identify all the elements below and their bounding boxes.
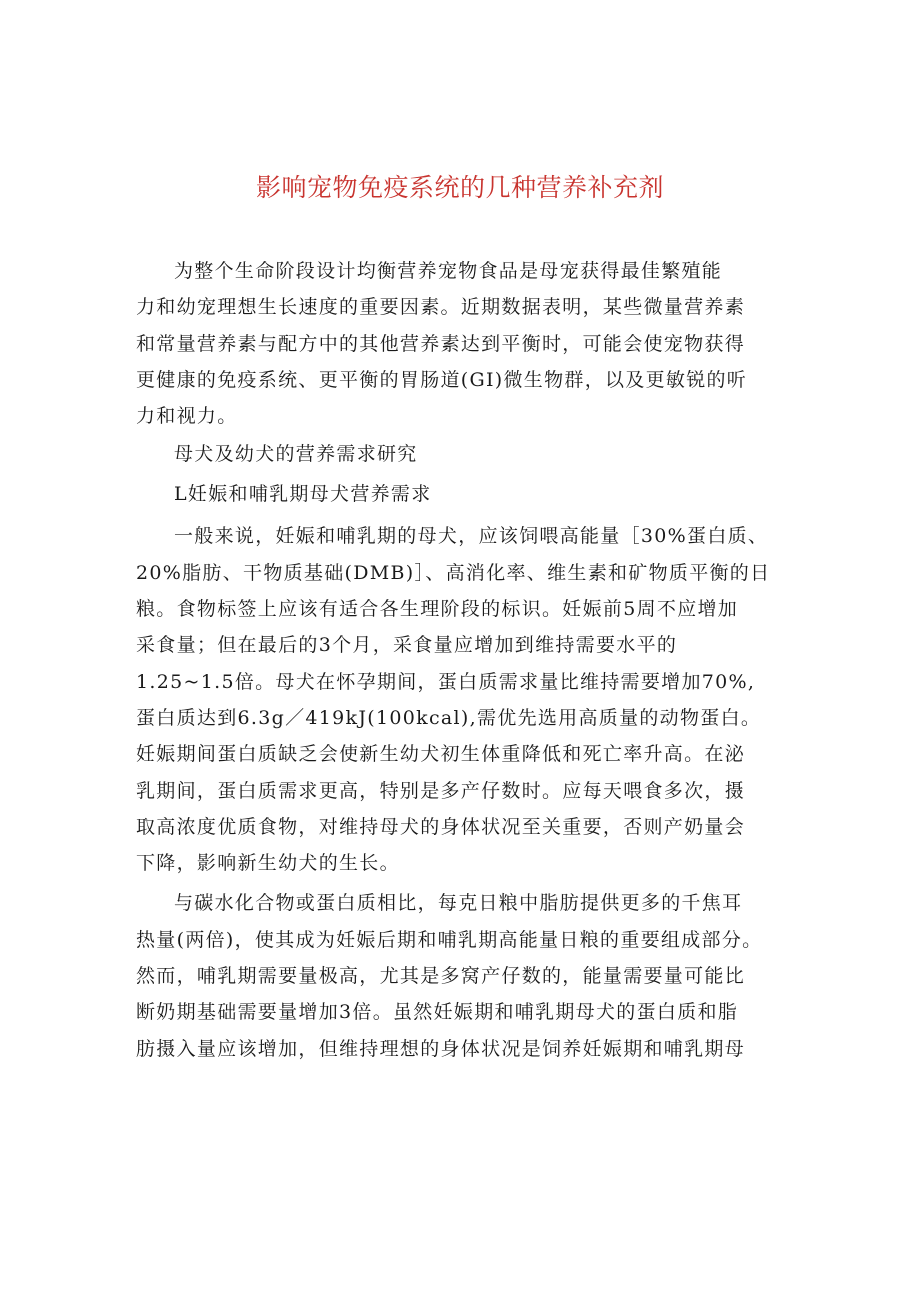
text-line: 乳期间，蛋白质需求更高，特别是多产仔数时。应每天喂食多次，摄 [136, 779, 746, 802]
text-line: 断奶期基础需要量增加3倍。虽然妊娠期和哺乳期母犬的蛋白质和脂 [136, 1001, 739, 1024]
text-line: 和常量营养素与配方中的其他营养素达到平衡时，可能会使宠物获得 [136, 332, 746, 355]
paragraph-intro [136, 253, 792, 434]
text-line: 妊娠期间蛋白质缺乏会使新生幼犬初生体重降低和死亡率升高。在泌 [136, 743, 746, 766]
text-line: 热量(两倍)，使其成为妊娠后期和哺乳期高能量日粮的重要组成部分。 [136, 928, 763, 951]
text-line: 为整个生命阶段设计均衡营养宠物食品是母宠获得最佳繁殖能 [174, 260, 723, 282]
text-line: 1.25~1.5倍。母犬在怀孕期间，蛋白质需求量比维持需要增加70%, [136, 670, 756, 693]
text-line: 一般来说，妊娠和哺乳期的母犬，应该饲喂高能量［30%蛋白质、 [174, 525, 769, 548]
text-line: L妊娠和哺乳期母犬营养需求 [174, 483, 432, 506]
text-line: 力和视力。 [136, 405, 238, 428]
text-line: 然而，哺乳期需要量极高，尤其是多窝产仔数的，能量需要量可能比 [136, 965, 746, 988]
text-line: 取高浓度优质食物，对维持母犬的身体状况至关重要，否则产奶量会 [136, 815, 746, 838]
text-line: 肪摄入量应该增加，但维持理想的身体状况是饲养妊娠期和哺乳期母 [136, 1037, 746, 1060]
text-line: 20%脂肪、干物质基础(DMB)］、高消化率、维生素和矿物质平衡的日 [136, 561, 771, 584]
text-line: 蛋白质达到6.3g／419kJ(100kcal),需优先选用高质量的动物蛋白。 [136, 706, 762, 729]
paragraph-pregnancy [136, 518, 792, 881]
section-heading [136, 435, 792, 474]
subsection-heading [136, 475, 792, 514]
text-line: 粮。食物标签上应该有适合各生理阶段的标识。妊娠前5周不应增加 [136, 598, 739, 621]
text-line: 母犬及幼犬的营养需求研究 [174, 443, 418, 466]
text-line: 更健康的免疫系统、更平衡的胃肠道(GI)微生物群，以及更敏锐的听 [136, 368, 748, 391]
text-line: 力和幼宠理想生长速度的重要因素。近期数据表明，某些微量营养素 [136, 296, 746, 319]
text-line: 下降，影响新生幼犬的生长。 [136, 852, 400, 875]
document-body [136, 253, 792, 1067]
paragraph-fat-energy [136, 885, 792, 1066]
document-title: 影响宠物免疫系统的几种营养补充剂 [255, 173, 664, 202]
text-line: 与碳水化合物或蛋白质相比，每克日粮中脂肪提供更多的千焦耳 [174, 892, 743, 915]
text-line: 采食量；但在最后的3个月，采食量应增加到维持需要水平的 [136, 634, 678, 657]
